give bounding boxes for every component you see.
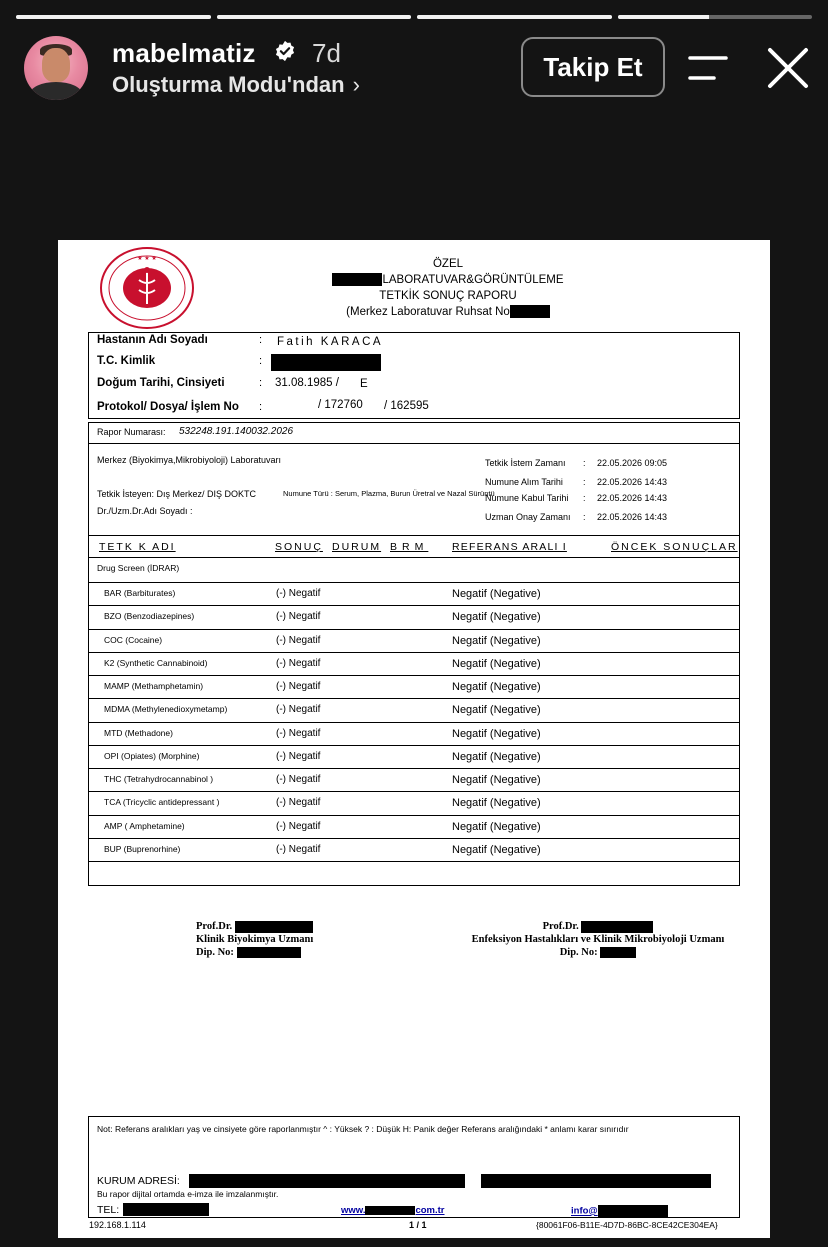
esign-note: Bu rapor dijital ortamda e-imza ile imzalanmıştır. bbox=[97, 1189, 279, 1199]
test-group-name: Drug Screen (İDRAR) bbox=[97, 563, 180, 573]
redacted-block bbox=[598, 1205, 668, 1217]
signature-left-title-line bbox=[196, 920, 313, 933]
sample-collection-label: Numune Alım Tarihi bbox=[485, 477, 563, 487]
test-name: MTD (Methadone) bbox=[104, 727, 173, 738]
signature-left-role: Klinik Biyokimya Uzmanı bbox=[196, 934, 314, 945]
redacted-block bbox=[123, 1203, 209, 1216]
follow-button[interactable]: Takip Et bbox=[521, 37, 665, 97]
story-progress-fill bbox=[16, 15, 211, 19]
test-reference: Negatif (Negative) bbox=[452, 797, 541, 810]
email-link[interactable] bbox=[571, 1205, 668, 1217]
email-prefix: info@ bbox=[571, 1205, 598, 1217]
ministry-seal-logo bbox=[98, 246, 196, 330]
creation-mode-label: Oluşturma Modu'ndan bbox=[112, 72, 345, 97]
test-result: (-) Negatif bbox=[276, 611, 321, 623]
redacted-block bbox=[271, 354, 381, 371]
report-meta-box bbox=[88, 444, 740, 536]
patient-info-box bbox=[88, 332, 740, 419]
table-row bbox=[88, 745, 740, 768]
patient-name-label: Hastanın Adı Soyadı bbox=[97, 334, 208, 346]
signature-right-dip: Dip. No: bbox=[559, 947, 598, 958]
document-guid: {80061F06-B11E-4D7D-86BC-8CE42CE304EA} bbox=[536, 1220, 718, 1230]
col-status: DURUM bbox=[332, 541, 382, 553]
protocol-label: Protokol/ Dosya/ İşlem No bbox=[97, 401, 239, 413]
sex-value: E bbox=[360, 378, 368, 390]
story-progress-segment bbox=[618, 15, 813, 19]
redacted-block bbox=[481, 1174, 711, 1188]
report-number-value: 532248.191.140032.2026 bbox=[179, 426, 294, 437]
report-footer-box bbox=[88, 1116, 740, 1218]
test-reference: Negatif (Negative) bbox=[452, 588, 541, 600]
test-result: (-) Negatif bbox=[276, 750, 321, 762]
requester: Tetkik İsteyen: Dış Merkez/ DIŞ DOKTC bbox=[97, 489, 257, 499]
svg-text:★ ★ ★: ★ ★ ★ bbox=[137, 256, 157, 262]
colon: : bbox=[583, 512, 586, 522]
website-suffix: com.tr bbox=[415, 1205, 445, 1216]
approval-time-value: 22.05.2026 14:43 bbox=[597, 512, 668, 522]
test-reference: Negatif (Negative) bbox=[452, 681, 541, 693]
doctor-name-label: Dr./Uzm.Dr.Adı Soyadı : bbox=[97, 506, 193, 516]
page-number: 1 / 1 bbox=[409, 1220, 427, 1230]
report-header bbox=[248, 256, 648, 320]
colon: : bbox=[583, 477, 586, 487]
patient-name-value: Fatih KARACA bbox=[277, 336, 384, 348]
test-name: THC (Tetrahydrocannabinol ) bbox=[104, 774, 214, 784]
test-name: BUP (Buprenorhine) bbox=[104, 843, 181, 854]
header-line-title: TETKİK SONUÇ RAPORU bbox=[379, 290, 517, 302]
col-unit: BRM bbox=[390, 541, 429, 553]
username[interactable]: mabelmatiz bbox=[112, 38, 256, 68]
test-result: (-) Negatif bbox=[276, 843, 321, 855]
col-result: SONUÇ bbox=[275, 541, 323, 553]
sample-accept-label: Numune Kabul Tarihi bbox=[485, 493, 569, 503]
table-row bbox=[88, 838, 740, 861]
signature-left-dip: Dip. No: bbox=[196, 947, 234, 958]
colon: : bbox=[583, 458, 586, 468]
redacted-block bbox=[235, 921, 313, 933]
redacted-block bbox=[581, 921, 653, 933]
col-test-name: TETK K ADI bbox=[99, 541, 176, 553]
header-lab-name: LABORATUVAR&GÖRÜNTÜLEME bbox=[382, 274, 564, 286]
table-row bbox=[88, 675, 740, 698]
colon: : bbox=[259, 355, 263, 367]
menu-icon[interactable] bbox=[686, 54, 730, 82]
address-label: KURUM ADRESİ: bbox=[97, 1175, 180, 1187]
test-result: (-) Negatif bbox=[276, 774, 321, 785]
post-age: 7d bbox=[312, 38, 341, 68]
dob-sex-label: Doğum Tarihi, Cinsiyeti bbox=[97, 377, 225, 389]
test-reference: Negatif (Negative) bbox=[452, 704, 541, 717]
test-reference: Negatif (Negative) bbox=[452, 727, 541, 740]
table-row bbox=[88, 815, 740, 838]
table-row bbox=[88, 768, 740, 791]
results-table-body bbox=[88, 582, 740, 861]
test-name: K2 (Synthetic Cannabinoid) bbox=[104, 657, 208, 668]
story-progress-segment bbox=[417, 15, 612, 19]
test-name: MDMA (Methylenedioxymetamp) bbox=[104, 704, 228, 715]
test-result: (-) Negatif bbox=[276, 634, 321, 646]
redacted-block bbox=[237, 947, 301, 958]
test-result: (-) Negatif bbox=[276, 588, 321, 599]
story-progress-fill bbox=[217, 15, 412, 19]
redacted-block bbox=[189, 1174, 465, 1188]
avatar-body bbox=[30, 82, 82, 100]
test-reference: Negatif (Negative) bbox=[452, 611, 541, 624]
story-progress-bar bbox=[16, 15, 812, 19]
redacted-block bbox=[600, 947, 636, 958]
request-time-value: 22.05.2026 09:05 bbox=[597, 458, 668, 468]
signature-left-dip-line bbox=[196, 946, 313, 959]
table-row bbox=[88, 791, 740, 814]
reference-note: Not: Referans aralıkları yaş ve cinsiyete göre raporlanmıştır ^ : Yüksek ? : Düşük H: Panik değer Referans aralığındaki * anlamı karar sınırıdır bbox=[97, 1124, 629, 1134]
test-result: (-) Negatif bbox=[276, 657, 321, 669]
signature-left-title: Prof.Dr. bbox=[196, 921, 233, 932]
test-result: (-) Negatif bbox=[276, 704, 321, 716]
table-row bbox=[88, 722, 740, 745]
avatar[interactable] bbox=[24, 36, 88, 100]
test-reference: Negatif (Negative) bbox=[452, 634, 541, 647]
header-line-license bbox=[248, 304, 648, 320]
story-progress-fill bbox=[618, 15, 709, 19]
redacted-block bbox=[365, 1206, 415, 1215]
signature-right-title-line bbox=[467, 920, 729, 933]
test-name: TCA (Tricyclic antidepressant ) bbox=[104, 797, 220, 808]
header-line-lab bbox=[248, 272, 648, 288]
dob-value: 31.08.1985 / bbox=[275, 377, 339, 389]
close-icon[interactable] bbox=[766, 46, 810, 90]
signature-left bbox=[196, 920, 313, 959]
table-row bbox=[88, 605, 740, 628]
sample-accept-value: 22.05.2026 14:43 bbox=[597, 493, 668, 503]
sample-type: Numune Türü : Serum, Plazma, Burun Üretral ve Nazal Sürüntü bbox=[283, 489, 495, 498]
tc-id-label: T.C. Kimlik bbox=[97, 355, 156, 367]
test-group-row bbox=[88, 558, 740, 582]
test-result: (-) Negatif bbox=[276, 820, 321, 832]
test-name: BZO (Benzodiazepines) bbox=[104, 611, 195, 622]
protocol-process-no: / 162595 bbox=[384, 400, 429, 412]
approval-time-label: Uzman Onay Zamanı bbox=[485, 512, 571, 522]
test-result: (-) Negatif bbox=[276, 727, 321, 739]
protocol-file-no: / 172760 bbox=[318, 399, 363, 411]
ip-address: 192.168.1.114 bbox=[89, 1220, 146, 1230]
report-number-label: Rapor Numarası: bbox=[97, 427, 166, 437]
header-line-ozel: ÖZEL bbox=[432, 258, 464, 270]
table-row bbox=[88, 582, 740, 605]
story-progress-segment bbox=[217, 15, 412, 19]
test-result: (-) Negatif bbox=[276, 681, 321, 692]
story-progress-fill bbox=[417, 15, 612, 19]
col-previous: ÖNCEK SONUÇLAR bbox=[611, 541, 738, 553]
creation-mode-link[interactable] bbox=[112, 72, 360, 98]
colon: : bbox=[259, 377, 263, 389]
website-prefix: www. bbox=[341, 1205, 366, 1216]
lab-name: Merkez (Biyokimya,Mikrobiyoloji) Laboratuvarı bbox=[97, 455, 282, 465]
story-progress-segment bbox=[16, 15, 211, 19]
test-reference: Negatif (Negative) bbox=[452, 750, 541, 763]
colon: : bbox=[259, 401, 263, 413]
signature-right-dip-line bbox=[467, 946, 729, 959]
test-name: MAMP (Methamphetamin) bbox=[104, 681, 204, 691]
test-name: AMP ( Amphetamine) bbox=[104, 820, 185, 831]
tel-label: TEL: bbox=[97, 1204, 120, 1216]
avatar-face bbox=[42, 48, 70, 82]
table-row bbox=[88, 652, 740, 675]
signature-right bbox=[467, 920, 729, 959]
test-name: COC (Cocaine) bbox=[104, 634, 163, 645]
table-row bbox=[88, 629, 740, 652]
test-reference: Negatif (Negative) bbox=[452, 774, 541, 786]
redacted-block bbox=[332, 273, 382, 286]
signature-right-title: Prof.Dr. bbox=[542, 921, 579, 932]
report-number-box bbox=[88, 422, 740, 444]
chevron-right-icon: › bbox=[352, 72, 360, 97]
verified-badge-icon bbox=[274, 40, 296, 62]
colon: : bbox=[583, 493, 586, 503]
table-end-row bbox=[88, 861, 740, 886]
colon: : bbox=[259, 334, 263, 346]
test-reference: Negatif (Negative) bbox=[452, 657, 541, 670]
header-license-label: (Merkez Laboratuvar Ruhsat No bbox=[346, 306, 510, 318]
website-link[interactable] bbox=[341, 1205, 445, 1216]
test-result: (-) Negatif bbox=[276, 797, 321, 809]
redacted-block bbox=[510, 305, 550, 318]
test-name: BAR (Barbiturates) bbox=[104, 588, 176, 598]
test-reference: Negatif (Negative) bbox=[452, 843, 541, 856]
signature-right-role: Enfeksiyon Hastalıkları ve Klinik Mikrobiyoloji Uzmanı bbox=[471, 934, 725, 945]
sample-collection-value: 22.05.2026 14:43 bbox=[597, 477, 668, 487]
col-reference: REFERANS ARALI I bbox=[452, 541, 567, 553]
table-row bbox=[88, 698, 740, 721]
lab-report-document bbox=[58, 240, 770, 1238]
results-table-header bbox=[88, 536, 740, 558]
request-time-label: Tetkik İstem Zamanı bbox=[485, 458, 566, 468]
test-reference: Negatif (Negative) bbox=[452, 820, 541, 833]
test-name: OPI (Opiates) (Morphine) bbox=[104, 750, 200, 761]
